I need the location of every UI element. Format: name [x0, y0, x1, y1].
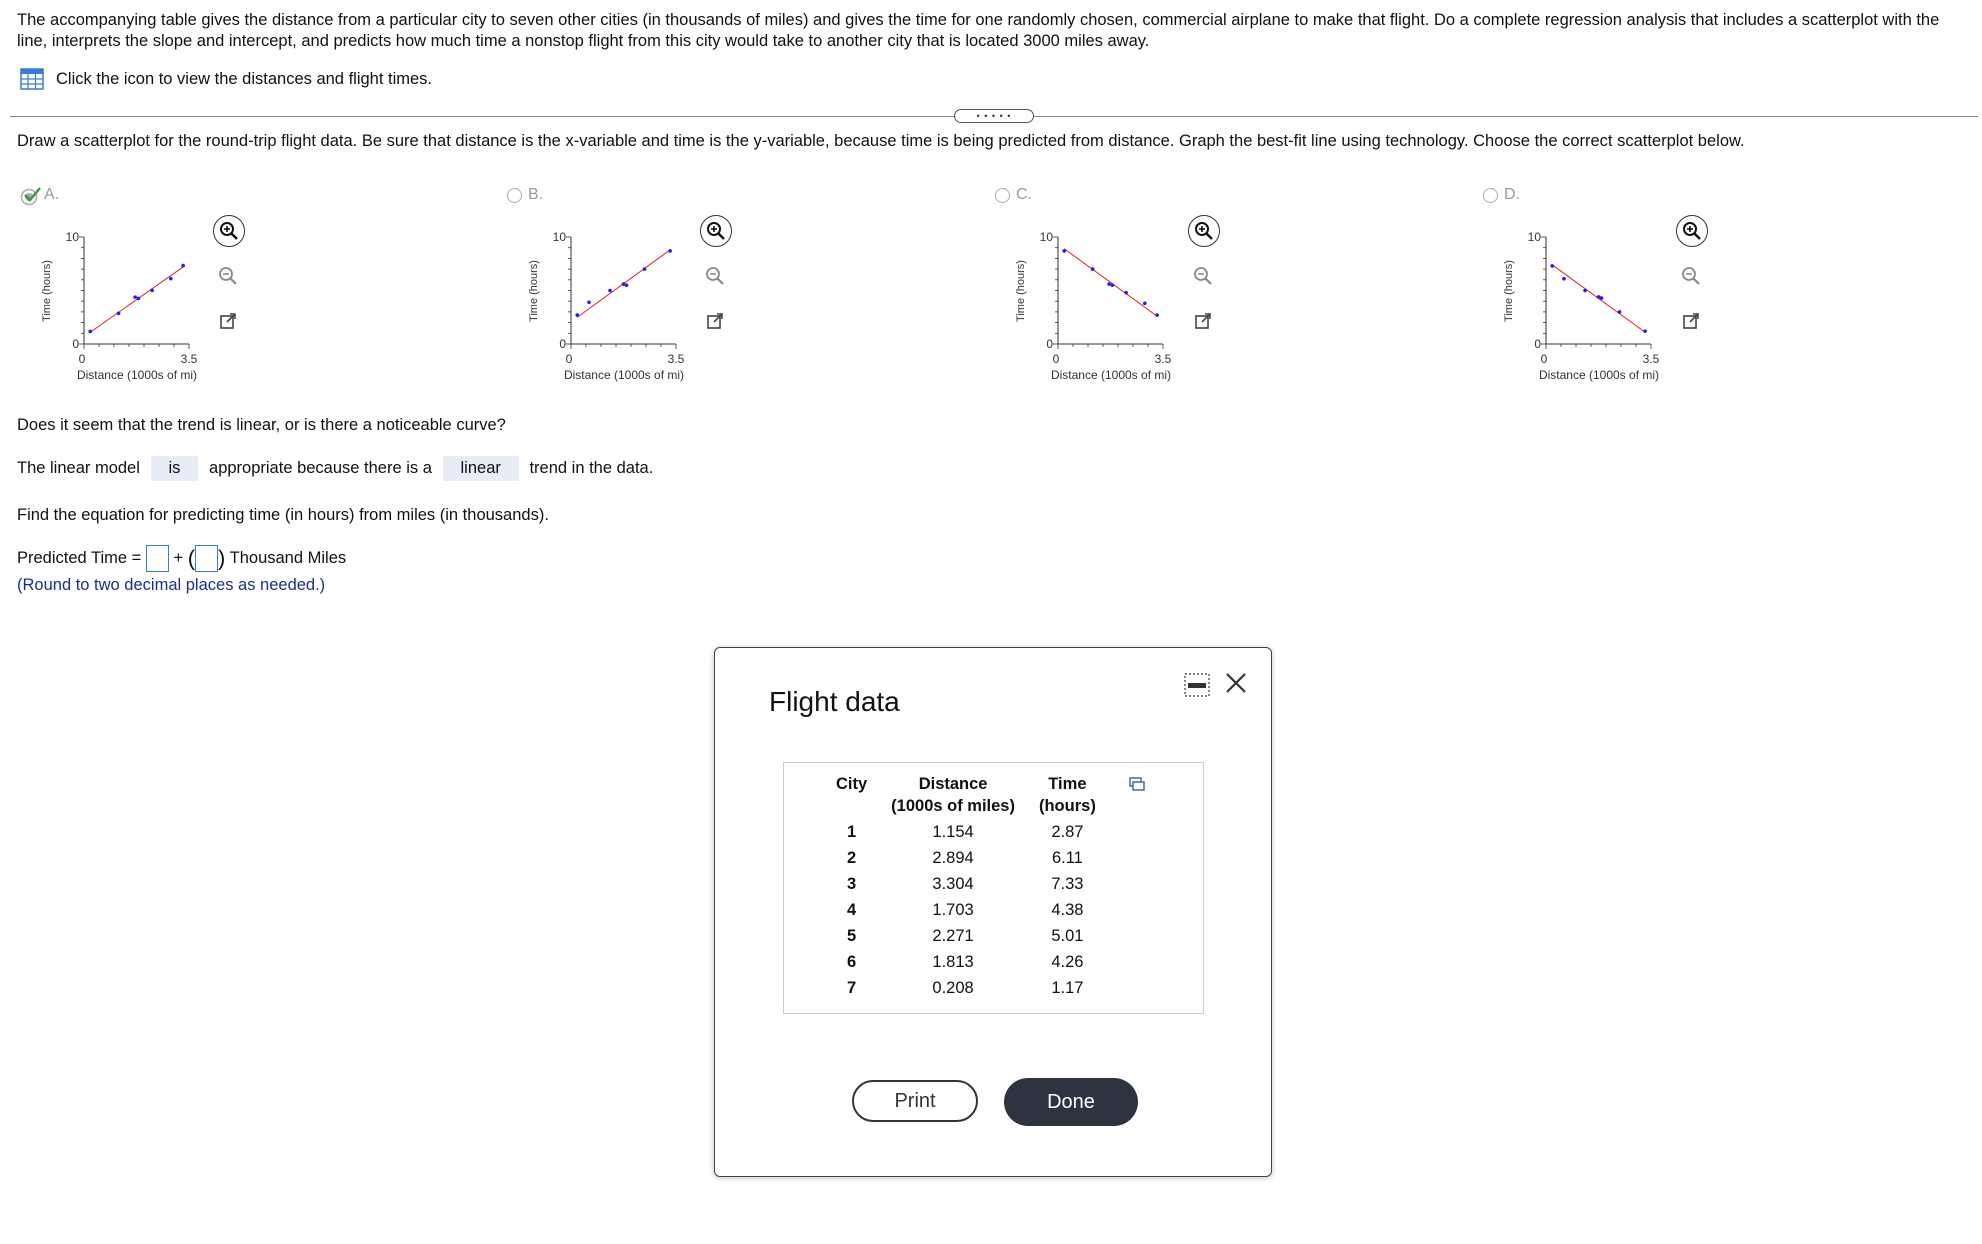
scatterplot-d: [1492, 225, 1692, 395]
data-point: [575, 313, 579, 317]
zoom-in-icon[interactable]: [1676, 215, 1708, 247]
data-point: [1111, 283, 1115, 287]
answer-linear[interactable]: linear: [443, 456, 519, 481]
view-data-link[interactable]: [20, 68, 432, 90]
data-point: [625, 283, 629, 287]
option-a-label: A.: [44, 186, 60, 203]
y-tick-label-min: 0: [559, 337, 566, 351]
table-cell-time: 1.17: [1051, 978, 1084, 997]
data-point: [643, 267, 647, 271]
data-point: [1107, 282, 1111, 286]
table-cell-distance: 3.304: [932, 874, 974, 893]
data-point: [587, 300, 591, 304]
x-tick-label-min: 0: [1052, 352, 1060, 366]
equation-suffix: Thousand Miles: [229, 548, 347, 567]
collapse-handle[interactable]: • • • • •: [954, 109, 1034, 123]
intercept-input[interactable]: [146, 545, 169, 572]
data-point: [1062, 249, 1066, 253]
table-cell-city: 6: [846, 952, 857, 971]
equation-row: [17, 545, 346, 572]
equation-lhs: Predicted Time =: [17, 548, 142, 567]
external-link-icon[interactable]: [1188, 306, 1218, 336]
option-d-label: D.: [1504, 186, 1520, 203]
table-cell-time: 4.26: [1051, 952, 1084, 971]
y-tick-label-max: 10: [1039, 230, 1053, 244]
data-point: [1550, 264, 1554, 268]
x-tick-label-max: 3.5: [1642, 352, 1660, 366]
table-cell-city: 5: [846, 926, 857, 945]
x-axis-label: Distance (1000s of mi): [563, 368, 685, 382]
table-cell-distance: 1.154: [932, 822, 974, 841]
problem-statement: The accompanying table gives the distance from a particular city to seven other cities (in thousands of miles) and gives the time for one randomly chosen, commercial airplane to make that flight. Do a complete regression analysis that includes a scatterplot with the line, interprets the slope and intercept, and predicts how much time a nonstop flight from this city would take to another city that is located 3000 miles away.: [17, 11, 1940, 50]
option-c[interactable]: [995, 186, 1032, 204]
y-tick-label-max: 10: [1527, 230, 1541, 244]
zoom-in-icon[interactable]: [700, 215, 732, 247]
option-d-radio[interactable]: [1483, 188, 1498, 203]
table-row: [824, 949, 1108, 975]
x-axis-label: Distance (1000s of mi): [1538, 368, 1660, 382]
data-point: [88, 330, 92, 334]
option-b-radio[interactable]: [507, 188, 522, 203]
data-point: [668, 249, 672, 253]
y-axis-label: Time (hours): [1015, 260, 1027, 322]
y-tick-label-min: 0: [1046, 337, 1053, 351]
sentence-part-1: The linear model: [17, 459, 140, 477]
table-cell-time: 2.87: [1051, 822, 1084, 841]
option-b[interactable]: [507, 186, 543, 204]
table-cell-city: 7: [846, 978, 857, 997]
equation-prompt: Find the equation for predicting time (in hours) from miles (in thousands).: [17, 506, 549, 524]
slope-input[interactable]: [195, 545, 218, 572]
data-point: [1643, 329, 1647, 333]
zoom-in-icon[interactable]: [213, 215, 245, 247]
answer-is[interactable]: is: [151, 456, 199, 481]
option-c-radio[interactable]: [995, 188, 1010, 203]
table-cell-distance: 1.703: [932, 900, 974, 919]
flight-data-dialog: [714, 647, 1272, 1177]
zoom-out-icon[interactable]: [700, 261, 730, 291]
linear-model-sentence: [17, 456, 653, 481]
y-tick-label-max: 10: [65, 230, 79, 244]
data-point: [1124, 291, 1128, 295]
table-row: [824, 975, 1108, 1001]
table-cell-distance: 0.208: [932, 978, 974, 997]
print-button[interactable]: Print: [852, 1080, 978, 1122]
round-hint: (Round to two decimal places as needed.): [17, 576, 326, 594]
option-b-label: B.: [528, 186, 544, 203]
data-point: [1155, 313, 1159, 317]
paren-open: (: [187, 545, 196, 571]
data-point: [137, 297, 141, 301]
data-point: [181, 264, 185, 268]
data-point: [1091, 267, 1095, 271]
table-cell-distance: 2.894: [932, 848, 974, 867]
data-point: [1143, 302, 1147, 306]
scatterplot-c: [1004, 225, 1204, 395]
data-point: [117, 311, 121, 315]
copy-icon[interactable]: [1129, 777, 1145, 791]
best-fit-line: [1064, 249, 1157, 316]
y-axis-label: Time (hours): [1503, 260, 1515, 322]
option-d[interactable]: [1483, 186, 1520, 204]
table-header-row: [824, 771, 1108, 819]
x-tick-label-min: 0: [565, 352, 573, 366]
scatterplot-prompt: Draw a scatterplot for the round-trip flight data. Be sure that distance is the x-variable and time is the y-variable, because time is being predicted from distance. Graph the best-fit line using technology. Choose the correct scatterplot below.: [17, 132, 1745, 150]
zoom-out-icon[interactable]: [1188, 261, 1218, 291]
table-cell-time: 7.33: [1051, 874, 1084, 893]
table-cell-time: 4.38: [1051, 900, 1084, 919]
header-time: Time (hours): [1038, 775, 1096, 815]
x-tick-label-max: 3.5: [667, 352, 685, 366]
header-distance: Distance (1000s of miles): [891, 775, 1015, 815]
x-tick-label-max: 3.5: [1154, 352, 1172, 366]
zoom-out-icon[interactable]: [1676, 261, 1706, 291]
y-axis-label: Time (hours): [528, 260, 540, 322]
table-row: [824, 897, 1108, 923]
option-c-label: C.: [1016, 186, 1032, 203]
equation-plus: +: [173, 548, 184, 567]
zoom-in-icon[interactable]: [1188, 215, 1220, 247]
table-cell-time: 5.01: [1051, 926, 1084, 945]
external-link-icon[interactable]: [700, 306, 730, 336]
table-icon[interactable]: [20, 68, 44, 90]
data-point: [608, 289, 612, 293]
sentence-part-2: appropriate because there is a: [209, 459, 432, 477]
selected-check-icon[interactable]: [20, 186, 38, 204]
table-row: [824, 923, 1108, 949]
table-cell-distance: 1.813: [932, 952, 974, 971]
close-icon[interactable]: [1223, 670, 1249, 696]
paren-close: ): [218, 545, 226, 571]
header-city: City: [836, 775, 868, 793]
table-cell-distance: 2.271: [932, 926, 974, 945]
x-tick-label-max: 3.5: [180, 352, 198, 366]
scatterplot-b: [517, 225, 717, 395]
y-tick-label-min: 0: [1534, 337, 1541, 351]
table-cell-city: 2: [846, 848, 857, 867]
trend-question: Does it seem that the trend is linear, or is there a noticeable curve?: [17, 416, 506, 434]
y-tick-label-min: 0: [72, 337, 79, 351]
best-fit-line: [90, 267, 183, 332]
table-row: [824, 819, 1108, 845]
data-point: [1618, 310, 1622, 314]
x-axis-label: Distance (1000s of mi): [76, 368, 198, 382]
x-axis-label: Distance (1000s of mi): [1050, 368, 1172, 382]
table-cell-city: 3: [846, 874, 857, 893]
y-tick-label-max: 10: [552, 230, 566, 244]
external-link-icon[interactable]: [1676, 306, 1706, 336]
option-a[interactable]: [20, 186, 59, 204]
data-point: [1600, 296, 1604, 300]
table-row: [824, 871, 1108, 897]
scatterplot-a: [30, 225, 230, 395]
data-point: [150, 289, 154, 293]
dialog-title: Flight data: [769, 686, 900, 717]
x-tick-label-min: 0: [78, 352, 86, 366]
table-cell-time: 6.11: [1051, 848, 1083, 867]
zoom-out-icon[interactable]: [213, 261, 243, 291]
x-tick-label-min: 0: [1540, 352, 1548, 366]
data-point: [1583, 289, 1587, 293]
table-cell-city: 1: [846, 822, 857, 841]
table-row: [824, 845, 1108, 871]
minimize-icon[interactable]: [1184, 672, 1210, 698]
table-cell-city: 4: [846, 900, 857, 919]
flight-data-table: [783, 762, 1204, 1014]
view-data-text: Click the icon to view the distances and flight times.: [56, 69, 433, 88]
data-point: [133, 295, 137, 299]
data-point: [169, 277, 173, 281]
done-button[interactable]: Done: [1004, 1078, 1138, 1126]
data-point: [1562, 277, 1566, 281]
sentence-part-3: trend in the data.: [529, 459, 654, 477]
external-link-icon[interactable]: [213, 306, 243, 336]
y-axis-label: Time (hours): [41, 260, 53, 322]
